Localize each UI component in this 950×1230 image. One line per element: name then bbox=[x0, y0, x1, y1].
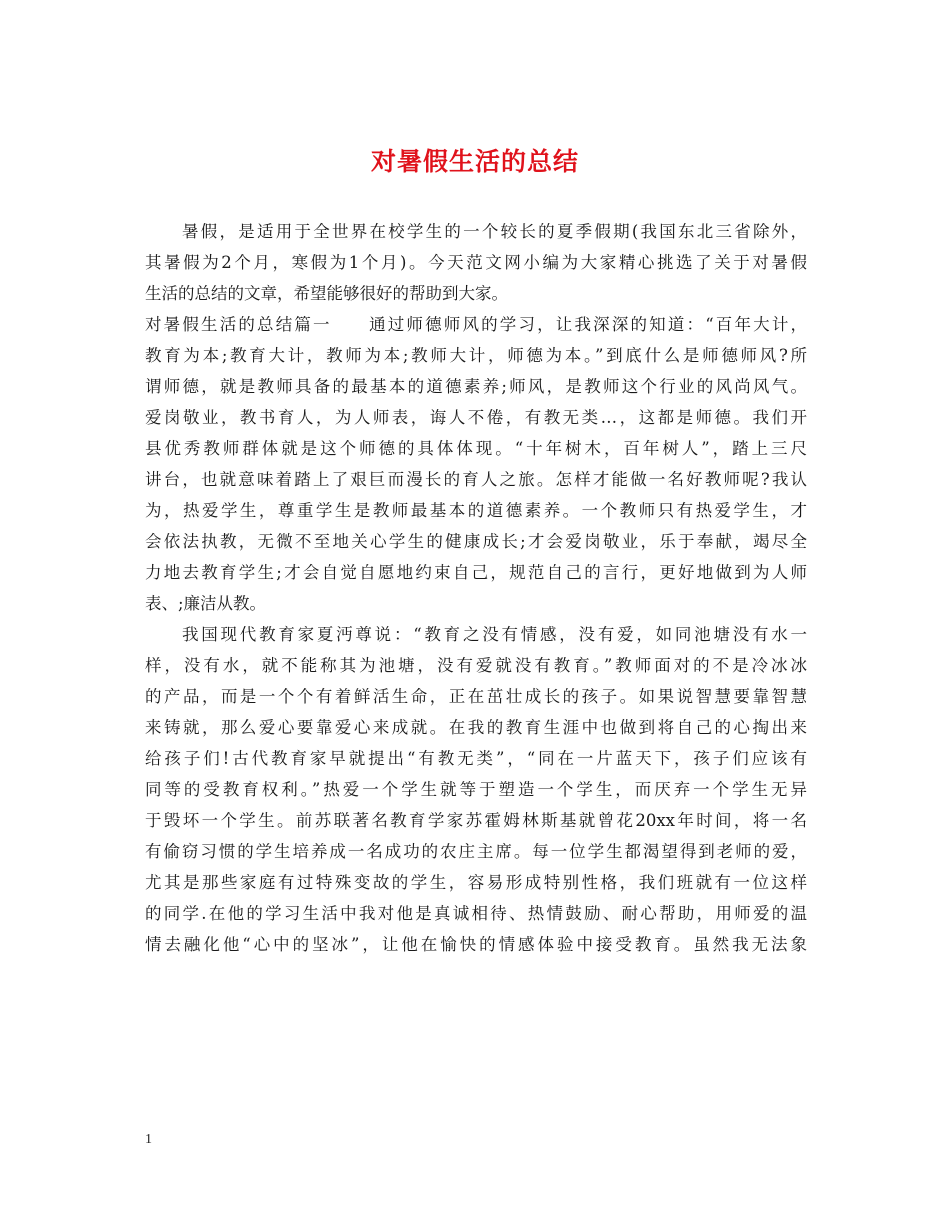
body-line: 同等的受教育权利。”热爱一个学生就等于塑造一个学生，而厌弃一个学生无异 bbox=[145, 780, 807, 799]
page-number: 1 bbox=[145, 1132, 152, 1147]
document-body bbox=[145, 216, 807, 960]
body-line: 来铸就，那么爱心要靠爱心来成就。在我的教育生涯中也做到将自己的心掏出来 bbox=[145, 718, 807, 737]
body-line: 为，热爱学生，尊重学生是教师最基本的道德素养。一个教师只有热爱学生，才 bbox=[145, 501, 807, 520]
body-line: 给孩子们!古代教育家早就提出“有教无类”，“同在一片蓝天下，孩子们应该有 bbox=[145, 749, 807, 768]
body-line: 力地去教育学生;才会自觉自愿地约束自己，规范自己的言行，更好地做到为人师 bbox=[145, 563, 807, 582]
body-line: 县优秀教师群体就是这个师德的具体体现。“十年树木，百年树人”，踏上三尺 bbox=[145, 439, 807, 458]
body-line: 会依法执教，无微不至地关心学生的健康成长;才会爱岗敬业，乐于奉献，竭尽全 bbox=[145, 532, 807, 551]
body-line: 情去融化他“心中的坚冰”，让他在愉快的情感体验中接受教育。虽然我无法象 bbox=[145, 935, 807, 954]
body-line: 对暑假生活的总结篇一 通过师德师风的学习，让我深深的知道：“百年大计， bbox=[145, 315, 807, 334]
body-line: 的产品，而是一个个有着鲜活生命，正在茁壮成长的孩子。如果说智慧要靠智慧 bbox=[145, 687, 807, 706]
document-title: 对暑假生活的总结 bbox=[370, 147, 579, 176]
body-line: 尤其是那些家庭有过特殊变故的学生，容易形成特别性格，我们班就有一位这样 bbox=[145, 873, 807, 892]
body-line: 谓师德，就是教师具备的最基本的道德素养;师风，是教师这个行业的风尚风气。 bbox=[145, 377, 807, 396]
body-line: 爱岗敬业，教书育人，为人师表，诲人不倦，有教无类…，这都是师德。我们开 bbox=[145, 408, 807, 427]
body-line: 教育为本;教育大计，教师为本;教师大计，师德为本。”到底什么是师德师风?所 bbox=[145, 346, 807, 365]
body-line: 我国现代教育家夏沔尊说：“教育之没有情感，没有爱，如同池塘没有水一 bbox=[182, 625, 807, 644]
body-line: 样，没有水，就不能称其为池塘，没有爱就没有教育。”教师面对的不是冷冰冰 bbox=[145, 656, 807, 675]
body-line: 表、;廉洁从教。 bbox=[145, 594, 267, 613]
body-line: 生活的总结的文章，希望能够很好的帮助到大家。 bbox=[145, 284, 508, 303]
body-line: 其暑假为2个月，寒假为1个月)。今天范文网小编为大家精心挑选了关于对暑假 bbox=[145, 253, 807, 272]
body-line: 暑假，是适用于全世界在校学生的一个较长的夏季假期(我国东北三省除外， bbox=[182, 222, 807, 241]
body-line: 的同学.在他的学习生活中我对他是真诚相待、热情鼓励、耐心帮助，用师爱的温 bbox=[145, 904, 807, 923]
body-line: 有偷窃习惯的学生培养成一名成功的农庄主席。每一位学生都渴望得到老师的爱， bbox=[145, 842, 807, 861]
body-line: 讲台，也就意味着踏上了艰巨而漫长的育人之旅。怎样才能做一名好教师呢?我认 bbox=[145, 470, 807, 489]
body-line: 于毁坏一个学生。前苏联著名教育学家苏霍姆林斯基就曾花20xx年时间，将一名 bbox=[145, 811, 807, 830]
